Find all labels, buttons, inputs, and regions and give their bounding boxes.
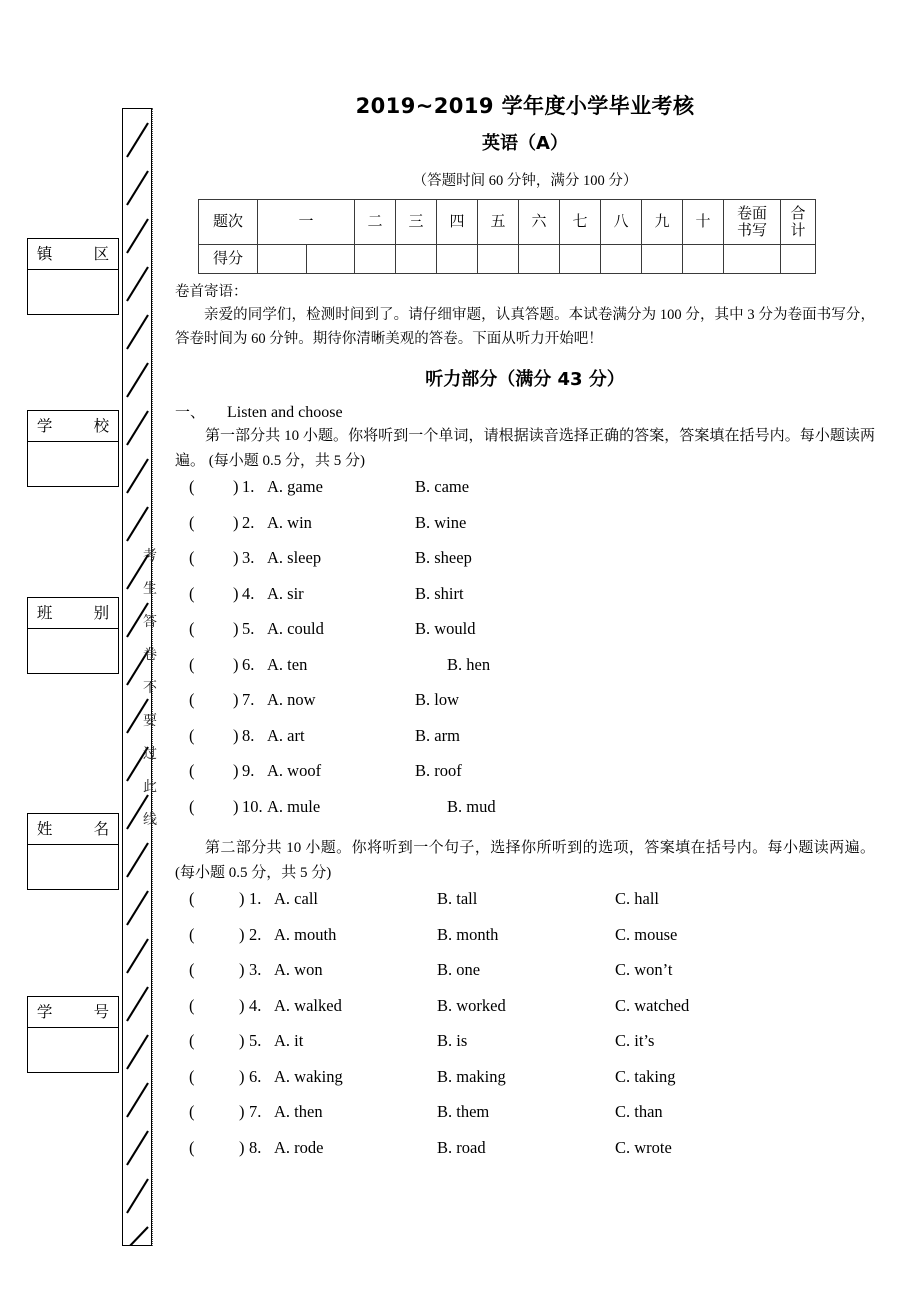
answer-blank[interactable]: ) bbox=[233, 619, 239, 639]
option-b[interactable]: B. is bbox=[437, 1031, 468, 1051]
option-c[interactable]: C. taking bbox=[615, 1066, 676, 1086]
question-row bbox=[175, 726, 875, 762]
question-row bbox=[175, 761, 875, 797]
answer-paren-open: ( bbox=[189, 1102, 195, 1122]
answer-paren-open: ( bbox=[189, 725, 195, 745]
question-number: 10. bbox=[242, 796, 263, 816]
score-table-container bbox=[175, 199, 875, 274]
question-row bbox=[175, 889, 875, 925]
option-a[interactable]: A. call bbox=[274, 889, 318, 909]
section-one-header bbox=[175, 401, 875, 422]
option-a[interactable]: A. walked bbox=[274, 995, 342, 1015]
question-number: 7. bbox=[242, 690, 255, 710]
option-b[interactable]: B. roof bbox=[415, 761, 462, 781]
question-row bbox=[175, 1102, 875, 1138]
option-a[interactable]: A. rode bbox=[274, 1137, 324, 1157]
do-not-write-past-line-warning bbox=[140, 540, 160, 837]
listening-section-heading: 听力部分（满分 43 分） bbox=[425, 369, 625, 391]
info-box-label-town-district: 镇 区 bbox=[28, 239, 118, 270]
answer-blank[interactable]: ) bbox=[233, 725, 239, 745]
info-box-school bbox=[27, 410, 119, 487]
question-row bbox=[175, 797, 875, 833]
option-b[interactable]: B. mud bbox=[447, 796, 496, 816]
option-c[interactable]: C. watched bbox=[615, 995, 690, 1015]
answer-paren-open: ( bbox=[189, 1137, 195, 1157]
part1-question-list bbox=[175, 477, 875, 832]
score-table-col-10: 十 bbox=[683, 200, 724, 245]
answer-blank[interactable]: ) bbox=[233, 512, 239, 532]
answer-blank[interactable]: ) bbox=[233, 796, 239, 816]
answer-blank[interactable]: ) bbox=[233, 583, 239, 603]
exam-paper-body bbox=[175, 0, 875, 1302]
question-number: 8. bbox=[249, 1137, 262, 1157]
warning-char: 考 bbox=[143, 548, 157, 564]
score-table-col-6: 六 bbox=[519, 200, 560, 245]
option-b[interactable]: B. sheep bbox=[415, 548, 472, 568]
question-row bbox=[175, 477, 875, 513]
option-b[interactable]: B. hen bbox=[447, 654, 491, 674]
option-b[interactable]: B. them bbox=[437, 1102, 490, 1122]
question-row bbox=[175, 513, 875, 549]
score-cell-3[interactable] bbox=[396, 245, 437, 274]
warning-char: 过 bbox=[143, 746, 157, 762]
question-number: 8. bbox=[242, 725, 255, 745]
score-cell-9[interactable] bbox=[642, 245, 683, 274]
question-number: 4. bbox=[242, 583, 255, 603]
score-cell-4[interactable] bbox=[437, 245, 478, 274]
option-a[interactable]: A. then bbox=[274, 1102, 323, 1122]
question-row bbox=[175, 690, 875, 726]
answer-paren-open: ( bbox=[189, 796, 195, 816]
preface-block bbox=[175, 281, 875, 351]
option-c[interactable]: C. mouse bbox=[615, 924, 678, 944]
answer-paren-open: ( bbox=[189, 924, 195, 944]
answer-blank[interactable]: ) bbox=[239, 924, 245, 944]
question-number: 4. bbox=[249, 995, 262, 1015]
question-row bbox=[175, 1031, 875, 1067]
answer-paren-open: ( bbox=[189, 761, 195, 781]
warning-char: 不 bbox=[143, 680, 157, 696]
answer-paren-open: ( bbox=[189, 995, 195, 1015]
question-row bbox=[175, 1067, 875, 1103]
answer-blank[interactable]: ) bbox=[239, 1102, 245, 1122]
answer-blank[interactable]: ) bbox=[233, 477, 239, 497]
score-table-col-9: 九 bbox=[642, 200, 683, 245]
option-b[interactable]: B. tall bbox=[437, 889, 478, 909]
option-a[interactable]: A. woof bbox=[267, 761, 322, 781]
info-box-name bbox=[27, 813, 119, 890]
answer-paren-open: ( bbox=[189, 477, 195, 497]
question-number: 7. bbox=[249, 1102, 262, 1122]
score-cell-total[interactable] bbox=[781, 245, 816, 274]
part2-description: 第二部分共 10 小题。你将听到一个句子，选择你所听到的选项，答案填在括号内。每小题读两遍。 (每小题 0.5 分，共 5 分) bbox=[175, 840, 875, 882]
warning-char: 卷 bbox=[143, 647, 157, 663]
answer-blank[interactable]: ) bbox=[239, 1031, 245, 1051]
answer-blank[interactable]: ) bbox=[233, 548, 239, 568]
score-table-col-1: 一 bbox=[258, 200, 355, 245]
score-cell-5[interactable] bbox=[478, 245, 519, 274]
part1-description: 第一部分共 10 小题。你将听到一个单词，请根据读音选择正确的答案，答案填在括号内。每小题读两遍。 (每小题 0.5 分，共 5 分) bbox=[175, 428, 875, 470]
answer-paren-open: ( bbox=[189, 889, 195, 909]
score-table-row-header-score: 得分 bbox=[199, 245, 258, 274]
option-a[interactable]: A. sleep bbox=[267, 548, 322, 568]
option-c[interactable]: C. won’t bbox=[615, 960, 673, 980]
option-a[interactable]: A. could bbox=[267, 619, 324, 639]
score-cell-1b[interactable] bbox=[306, 245, 355, 274]
total-line-1: 合 bbox=[790, 203, 806, 222]
option-a[interactable]: A. sir bbox=[267, 583, 304, 603]
warning-char: 生 bbox=[143, 581, 157, 597]
info-box-field-name[interactable] bbox=[28, 845, 118, 889]
option-a[interactable]: A. game bbox=[267, 477, 323, 497]
info-box-field-town-district[interactable] bbox=[28, 270, 118, 314]
option-c[interactable]: C. it’s bbox=[615, 1031, 655, 1051]
option-c[interactable]: C. than bbox=[615, 1102, 663, 1122]
answer-paren-open: ( bbox=[189, 548, 195, 568]
answer-blank[interactable]: ) bbox=[239, 889, 245, 909]
option-a[interactable]: A. art bbox=[267, 725, 305, 745]
answer-paren-open: ( bbox=[189, 690, 195, 710]
answer-paren-open: ( bbox=[189, 960, 195, 980]
option-b[interactable]: B. month bbox=[437, 924, 499, 944]
option-a[interactable]: A. mouth bbox=[274, 924, 337, 944]
question-number: 6. bbox=[249, 1066, 262, 1086]
total-line-2: 计 bbox=[790, 221, 806, 239]
warning-char: 此 bbox=[143, 779, 157, 795]
question-row bbox=[175, 996, 875, 1032]
score-cell-6[interactable] bbox=[519, 245, 560, 274]
option-a[interactable]: A. won bbox=[274, 960, 323, 980]
section-title: Listen and choose bbox=[227, 404, 343, 422]
score-table-col-7: 七 bbox=[560, 200, 601, 245]
info-box-label-class: 班 别 bbox=[28, 598, 118, 629]
option-a[interactable]: A. mule bbox=[267, 796, 321, 816]
option-b[interactable]: B. worked bbox=[437, 995, 506, 1015]
answer-paren-open: ( bbox=[189, 1031, 195, 1051]
part2-question-list bbox=[175, 889, 875, 1173]
answer-paren-open: ( bbox=[189, 1066, 195, 1086]
score-cell-2[interactable] bbox=[355, 245, 396, 274]
question-number: 3. bbox=[249, 960, 262, 980]
option-b[interactable]: B. one bbox=[437, 960, 481, 980]
question-number: 9. bbox=[242, 761, 255, 781]
score-table-col-4: 四 bbox=[437, 200, 478, 245]
question-row bbox=[175, 1138, 875, 1174]
question-row bbox=[175, 925, 875, 961]
student-info-sidebar bbox=[0, 0, 175, 1302]
answer-blank[interactable]: ) bbox=[239, 960, 245, 980]
score-cell-1a[interactable] bbox=[258, 245, 307, 274]
question-number: 3. bbox=[242, 548, 255, 568]
answer-paren-open: ( bbox=[189, 654, 195, 674]
question-number: 5. bbox=[249, 1031, 262, 1051]
subject-title: 英语（A） bbox=[482, 133, 568, 154]
answer-blank[interactable]: ) bbox=[233, 690, 239, 710]
score-table-col-total bbox=[781, 200, 816, 245]
warning-char: 要 bbox=[143, 713, 157, 729]
info-box-label-name: 姓 名 bbox=[28, 814, 118, 845]
question-number: 1. bbox=[242, 477, 255, 497]
penmanship-line-1: 卷面 bbox=[736, 203, 767, 222]
question-number: 2. bbox=[249, 924, 262, 944]
option-b[interactable]: B. would bbox=[415, 619, 476, 639]
score-table-col-8: 八 bbox=[601, 200, 642, 245]
option-a[interactable]: A. it bbox=[274, 1031, 304, 1051]
option-b[interactable]: B. arm bbox=[415, 725, 460, 745]
table-row bbox=[199, 245, 816, 274]
option-a[interactable]: A. waking bbox=[274, 1066, 343, 1086]
score-cell-8[interactable] bbox=[601, 245, 642, 274]
score-cell-7[interactable] bbox=[560, 245, 601, 274]
page-title: 2019~2019 学年度小学毕业考核 bbox=[355, 94, 695, 118]
answer-blank[interactable]: ) bbox=[239, 1066, 245, 1086]
answer-paren-open: ( bbox=[189, 619, 195, 639]
warning-char: 答 bbox=[143, 614, 157, 630]
option-a[interactable]: A. now bbox=[267, 690, 316, 710]
preface-body: 亲爱的同学们，检测时间到了。请仔细审题，认真答题。本试卷满分为 100 分，其中 3 分为卷面书写分，答卷时间为 60 分钟。期待你清晰美观的答卷。下面从听力开始吧！ bbox=[175, 307, 875, 347]
score-cell-penmanship[interactable] bbox=[724, 245, 781, 274]
score-cell-10[interactable] bbox=[683, 245, 724, 274]
answer-blank[interactable]: ) bbox=[239, 995, 245, 1015]
preface-title: 卷首寄语： bbox=[175, 284, 248, 300]
score-table-col-5: 五 bbox=[478, 200, 519, 245]
question-number: 2. bbox=[242, 512, 255, 532]
info-box-class bbox=[27, 597, 119, 674]
question-row bbox=[175, 619, 875, 655]
info-box-student-id bbox=[27, 996, 119, 1073]
info-box-field-student-id[interactable] bbox=[28, 1028, 118, 1072]
score-table-col-3: 三 bbox=[396, 200, 437, 245]
score-table-row-header: 题次 bbox=[199, 200, 258, 245]
option-c[interactable]: C. wrote bbox=[615, 1137, 672, 1157]
table-row bbox=[199, 200, 816, 245]
info-box-field-class[interactable] bbox=[28, 629, 118, 673]
option-b[interactable]: B. road bbox=[437, 1137, 486, 1157]
question-number: 5. bbox=[242, 619, 255, 639]
warning-char: 线 bbox=[143, 812, 157, 828]
option-b[interactable]: B. wine bbox=[415, 512, 467, 532]
option-b[interactable]: B. making bbox=[437, 1066, 506, 1086]
answer-blank[interactable]: ) bbox=[239, 1137, 245, 1157]
info-box-label-school: 学 校 bbox=[28, 411, 118, 442]
option-a[interactable]: A. ten bbox=[267, 654, 308, 674]
question-row bbox=[175, 960, 875, 996]
question-row bbox=[175, 584, 875, 620]
answer-blank[interactable]: ) bbox=[233, 761, 239, 781]
answer-blank[interactable]: ) bbox=[233, 654, 239, 674]
option-b[interactable]: B. came bbox=[415, 477, 470, 497]
question-row bbox=[175, 548, 875, 584]
option-b[interactable]: B. shirt bbox=[415, 583, 464, 603]
score-table bbox=[198, 199, 816, 274]
option-c[interactable]: C. hall bbox=[615, 889, 659, 909]
option-a[interactable]: A. win bbox=[267, 512, 312, 532]
info-box-field-school[interactable] bbox=[28, 442, 118, 486]
section-number: 一、 bbox=[175, 403, 206, 422]
answer-paren-open: ( bbox=[189, 583, 195, 603]
question-row bbox=[175, 655, 875, 691]
penmanship-line-2: 书写 bbox=[736, 221, 767, 239]
question-number: 1. bbox=[249, 889, 262, 909]
option-b[interactable]: B. low bbox=[415, 690, 460, 710]
answer-paren-open: ( bbox=[189, 512, 195, 532]
score-table-col-penmanship bbox=[724, 200, 781, 245]
info-box-town-district bbox=[27, 238, 119, 315]
info-box-label-student-id: 学 号 bbox=[28, 997, 118, 1028]
exam-meta-line: （答题时间 60 分钟，满分 100 分） bbox=[412, 173, 638, 189]
question-number: 6. bbox=[242, 654, 255, 674]
score-table-col-2: 二 bbox=[355, 200, 396, 245]
